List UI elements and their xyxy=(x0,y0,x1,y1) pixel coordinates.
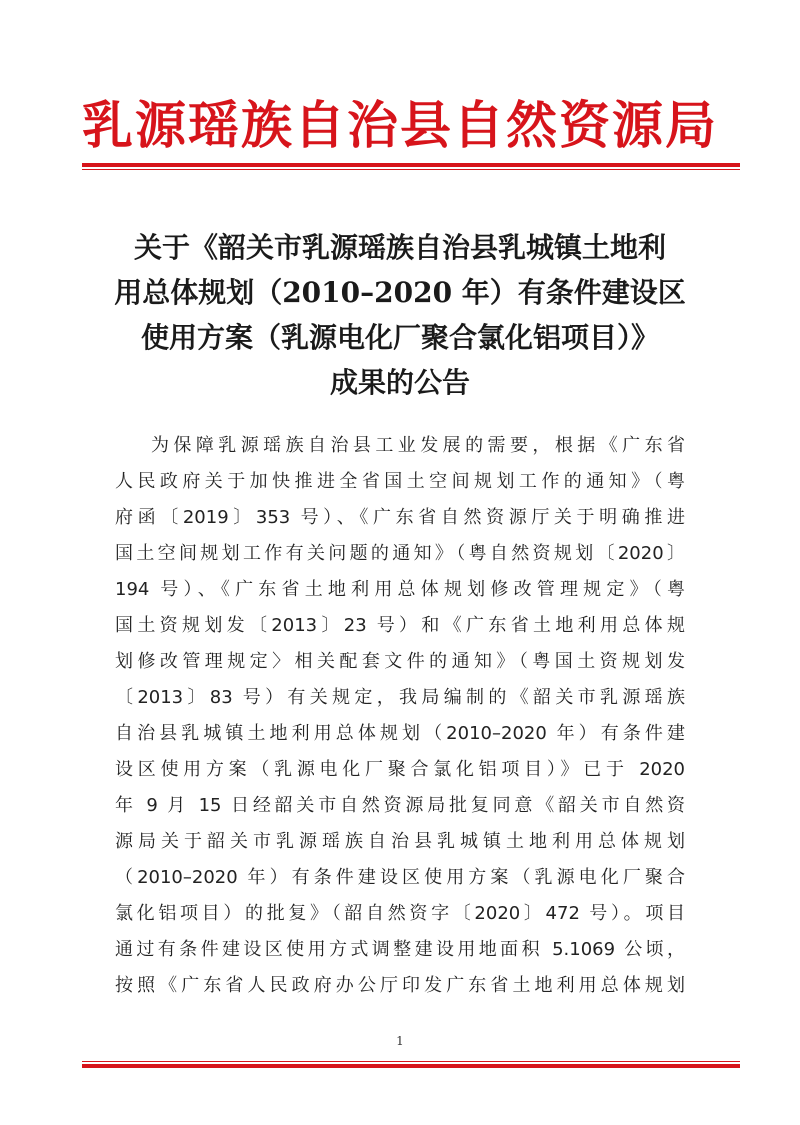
body-line: 通过有条件建设区使用方式调整建设用地面积 5.1069 公顷， xyxy=(115,939,685,960)
body-line: 194 号）、《广东省土地利用总体规划修改管理规定》（粤 xyxy=(115,579,685,600)
body-line: 国土资规划发〔2013〕23 号）和《广东省土地利用总体规 xyxy=(115,615,685,636)
body-line: 年 9 月 15 日经韶关市自然资源局批复同意《韶关市自然资 xyxy=(115,795,685,816)
title-line: 成果的公告 xyxy=(329,366,470,399)
title-line: 使用方案（乳源电化厂聚合氯化铝项目）》 xyxy=(140,321,659,354)
title-line: 关于《韶关市乳源瑶族自治县乳城镇土地利 xyxy=(133,231,666,264)
issuing-agency-header: 乳源瑶族自治县自然资源局 xyxy=(81,96,718,156)
body-line: 设区使用方案（乳源电化厂聚合氯化铝项目）》已于 2020 xyxy=(115,759,685,780)
title-line: 用总体规划（2010–2020 年）有条件建设区 xyxy=(114,276,686,309)
body-line: 府函〔2019〕353 号）、《广东省自然资源厅关于明确推进 xyxy=(115,507,685,528)
body-line: 源局关于韶关市乳源瑶族自治县乳城镇土地利用总体规划 xyxy=(115,831,685,852)
body-line: 氯化铝项目）的批复》（韶自然资字〔2020〕472 号）。项目 xyxy=(115,903,685,924)
body-line: 人民政府关于加快推进全省国土空间规划工作的通知》（粤 xyxy=(115,471,685,492)
body-line: 为保障乳源瑶族自治县工业发展的需要，根据《广东省 xyxy=(151,435,685,456)
page-number: 1 xyxy=(396,1034,404,1048)
header-rule-thin xyxy=(82,169,740,170)
header-rule-thick xyxy=(82,163,740,167)
body-line: 按照《广东省人民政府办公厅印发广东省土地利用总体规划 xyxy=(115,975,685,996)
footer-rule-thick xyxy=(82,1064,740,1068)
footer-rule-thin xyxy=(82,1061,740,1062)
body-line: 〔2013〕83 号）有关规定，我局编制的《韶关市乳源瑶族 xyxy=(115,687,685,708)
body-line: 自治县乳城镇土地利用总体规划（2010–2020 年）有条件建 xyxy=(115,723,685,744)
body-line: 国土空间规划工作有关问题的通知》（粤自然资规划〔2020〕 xyxy=(115,543,685,564)
document-title xyxy=(110,225,690,405)
body-line: 划修改管理规定〉相关配套文件的通知》（粤国土资规划发 xyxy=(115,651,685,672)
body-paragraph xyxy=(115,428,685,1004)
body-line: （2010–2020 年）有条件建设区使用方案（乳源电化厂聚合 xyxy=(115,867,685,888)
